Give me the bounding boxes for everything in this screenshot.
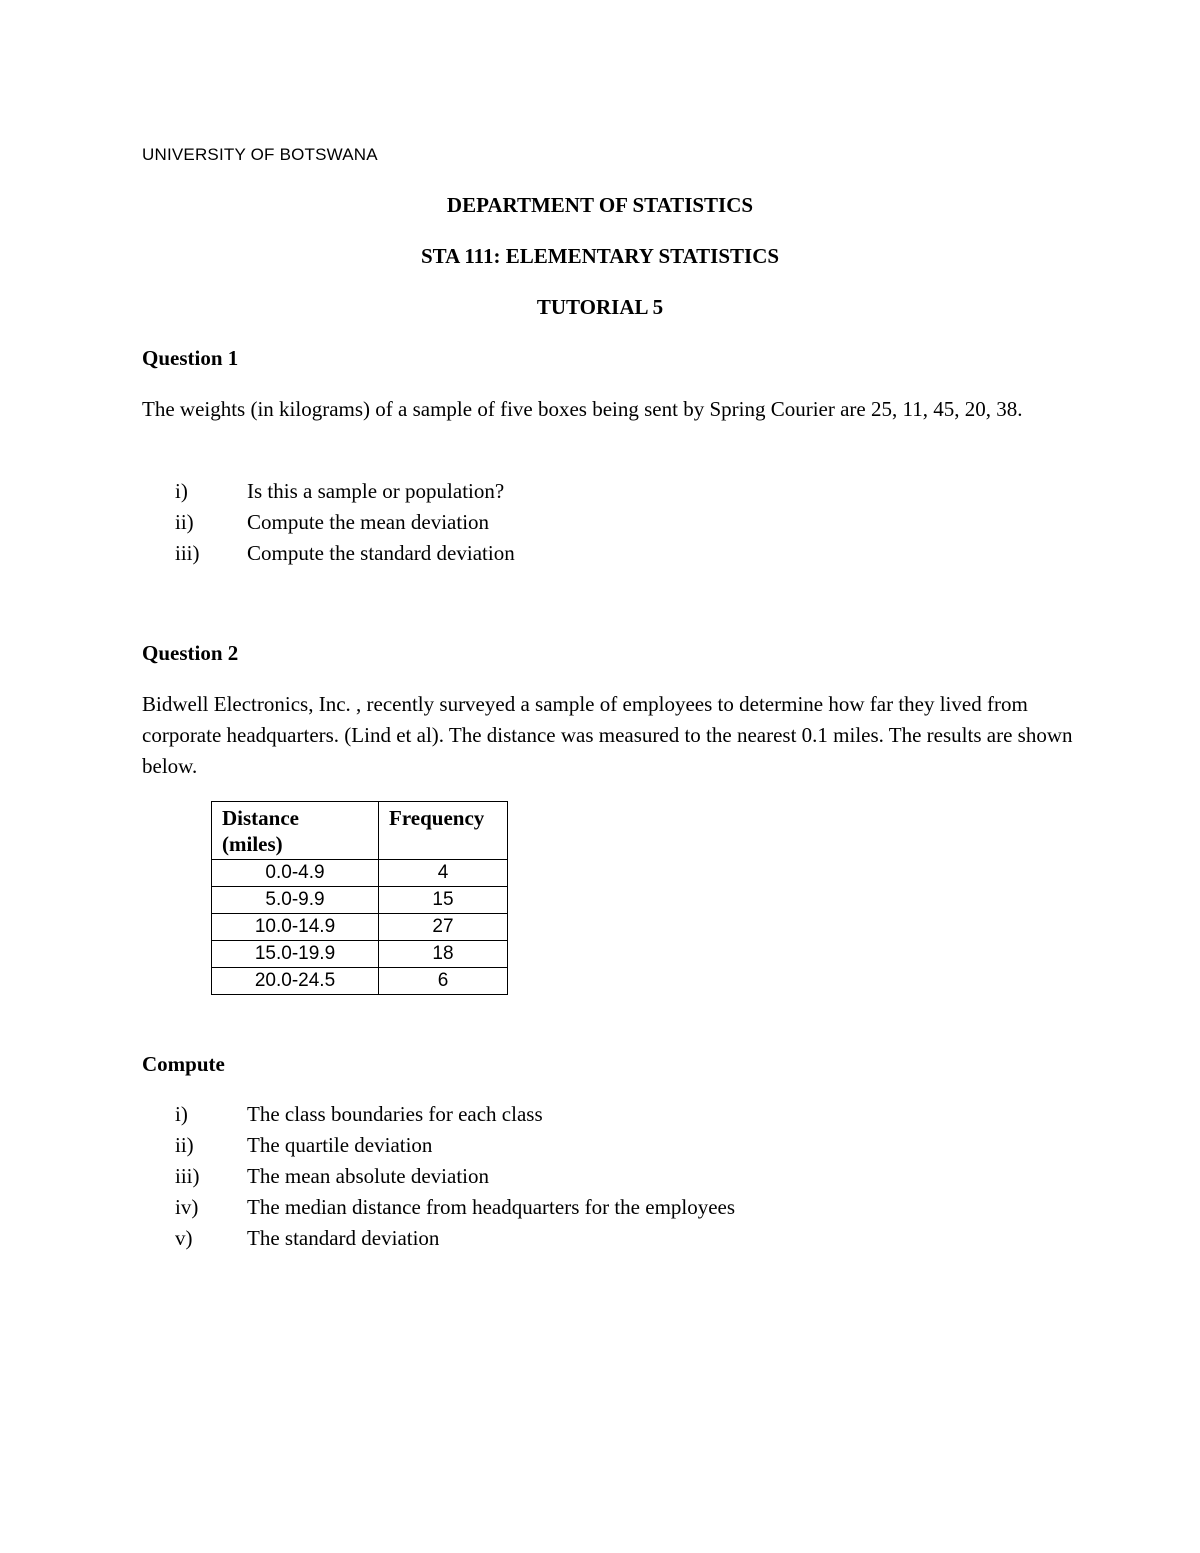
table-row xyxy=(212,914,508,941)
university-name: UNIVERSITY OF BOTSWANA xyxy=(142,145,378,164)
column-header-frequency: Frequency xyxy=(379,802,508,860)
table-cell-distance: 0.0-4.9 xyxy=(212,860,379,887)
department-title: DEPARTMENT OF STATISTICS xyxy=(446,193,754,217)
table-row xyxy=(212,887,508,914)
table-row xyxy=(212,968,508,995)
list-item-number: ii) xyxy=(175,1133,194,1157)
frequency-table xyxy=(211,801,508,995)
list-item-text: Compute the standard deviation xyxy=(247,541,515,565)
list-item-number: ii) xyxy=(175,510,194,534)
question-1-heading: Question 1 xyxy=(142,346,239,370)
table-cell-distance: 10.0-14.9 xyxy=(212,914,379,941)
list-item-text: The quartile deviation xyxy=(247,1133,433,1157)
table-cell-frequency: 4 xyxy=(379,860,508,887)
list-item-text: The class boundaries for each class xyxy=(247,1102,543,1126)
list-item-number: iii) xyxy=(175,541,200,565)
table-header-row xyxy=(212,802,508,860)
course-title: STA 111: ELEMENTARY STATISTICS xyxy=(420,244,780,268)
table-cell-frequency: 15 xyxy=(379,887,508,914)
list-item-number: v) xyxy=(175,1226,193,1250)
list-item-text: Is this a sample or population? xyxy=(247,479,505,503)
list-item-text: The mean absolute deviation xyxy=(247,1164,490,1188)
list-item-number: iii) xyxy=(175,1164,200,1188)
list-item-text: The median distance from headquarters for the employees xyxy=(247,1195,736,1219)
list-item-number: i) xyxy=(175,1102,188,1126)
question-1-text: The weights (in kilograms) of a sample of five boxes being sent by Spring Courier are 25, 11, 45, 20, 38. xyxy=(142,397,1023,421)
list-item-text: Compute the mean deviation xyxy=(247,510,490,534)
column-header-distance: Distance (miles) xyxy=(212,802,379,860)
table-cell-frequency: 27 xyxy=(379,914,508,941)
list-item-number: i) xyxy=(175,479,188,503)
table-cell-frequency: 6 xyxy=(379,968,508,995)
tutorial-title: TUTORIAL 5 xyxy=(536,295,664,319)
question-2-heading: Question 2 xyxy=(142,641,239,665)
table-cell-distance: 15.0-19.9 xyxy=(212,941,379,968)
list-item-number: iv) xyxy=(175,1195,199,1219)
table-cell-distance: 5.0-9.9 xyxy=(212,887,379,914)
list-item-text: The standard deviation xyxy=(247,1226,440,1250)
table-row xyxy=(212,860,508,887)
table-cell-distance: 20.0-24.5 xyxy=(212,968,379,995)
compute-heading: Compute xyxy=(142,1052,225,1076)
table-row xyxy=(212,941,508,968)
question-2-text: Bidwell Electronics, Inc. , recently surveyed a sample of employees to determine how far they lived from corporate headquarters. (Lind et al). The distance was measured to the nearest 0.1 miles. The results are shown below. xyxy=(142,692,1073,778)
table-cell-frequency: 18 xyxy=(379,941,508,968)
